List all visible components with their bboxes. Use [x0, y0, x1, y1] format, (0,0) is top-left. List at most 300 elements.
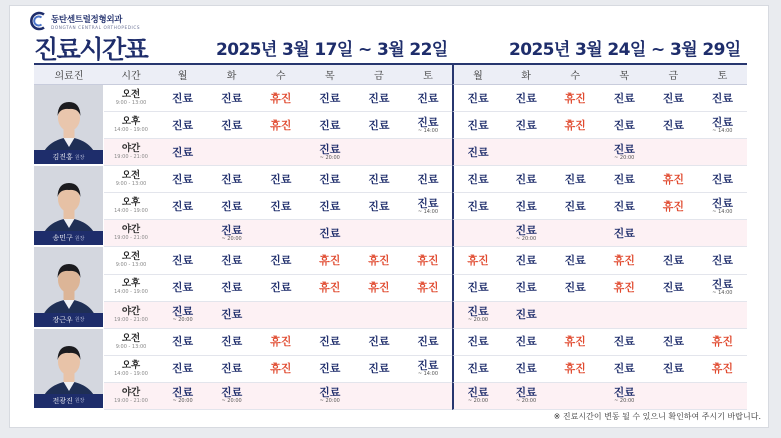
schedule-cell — [403, 193, 452, 220]
time-slot-label: 야간 — [121, 143, 141, 155]
doctor-name-label — [34, 231, 103, 245]
schedule-cell — [698, 193, 747, 220]
schedule-cell — [354, 302, 403, 329]
schedule-cell — [158, 356, 207, 383]
cell-hours-note: ~ 14:00 — [417, 127, 439, 134]
cell-status: 진료 — [662, 91, 684, 105]
cell-status: 휴진 — [711, 335, 734, 349]
time-slot-hours: 19:00 - 21:00 — [114, 316, 148, 323]
cell-status: 휴진 — [417, 254, 439, 267]
schedule-cell — [649, 166, 698, 193]
time-slot-hours: 14:00 - 19:00 — [114, 370, 148, 377]
schedule-cell — [600, 166, 649, 193]
cell-status: 진료 — [368, 172, 390, 186]
schedule-cell — [305, 112, 354, 139]
schedule-cell — [403, 112, 452, 139]
cell-status: 진료 — [270, 199, 292, 213]
cell-hours-note: ~ 14:00 — [712, 208, 733, 215]
page-title: 진료시간표 — [34, 35, 148, 64]
schedule-cell — [502, 302, 551, 329]
doctor-photo — [34, 166, 104, 247]
cell-hours-note: ~ 20:00 — [614, 398, 635, 405]
cell-hours-note: ~ 20:00 — [515, 398, 537, 405]
cell-status: 진료 — [220, 335, 243, 349]
cell-status: 진료 — [613, 91, 635, 105]
schedule-cell — [207, 112, 256, 139]
time-slot-label: 오전 — [121, 332, 141, 344]
cell-status: 진료 — [171, 386, 194, 400]
cell-status: 진료 — [417, 91, 439, 105]
schedule-cell — [600, 139, 649, 166]
cell-hours-note: ~ 14:00 — [417, 208, 439, 215]
cell-status: 진료 — [220, 118, 243, 132]
cell-status: 진료 — [662, 362, 684, 376]
cell-status: 진료 — [467, 305, 489, 319]
schedule-cell — [649, 275, 698, 302]
schedule-cell — [649, 356, 698, 383]
schedule-cell — [551, 302, 600, 329]
cell-status: 휴진 — [564, 91, 586, 105]
schedule-cell — [600, 302, 649, 329]
schedule-cell — [649, 193, 698, 220]
cell-status: 진료 — [319, 199, 341, 213]
schedule-cell — [207, 139, 256, 166]
time-slot — [104, 193, 158, 220]
time-slot — [104, 220, 158, 247]
cell-status: 진료 — [220, 172, 243, 186]
schedule-cell — [305, 193, 354, 220]
schedule-cell — [452, 329, 501, 356]
cell-status: 진료 — [564, 172, 586, 186]
cell-status: 진료 — [711, 254, 734, 267]
schedule-cell — [502, 220, 551, 247]
schedule-cell — [600, 85, 649, 112]
schedule-cell — [158, 247, 207, 274]
schedule-cell — [354, 247, 403, 274]
time-slot-label: 야간 — [121, 224, 141, 236]
schedule-cell — [452, 193, 501, 220]
schedule-cell — [158, 275, 207, 302]
schedule-cell — [354, 220, 403, 247]
schedule-cell — [158, 383, 207, 410]
schedule-cell — [551, 356, 600, 383]
cell-status: 진료 — [417, 196, 439, 210]
header-day: 수 — [256, 65, 305, 85]
schedule-cell — [502, 383, 551, 410]
schedule-cell — [698, 112, 747, 139]
cell-status: 진료 — [171, 172, 194, 186]
schedule-cell — [698, 220, 747, 247]
time-slot — [104, 85, 158, 112]
cell-status: 진료 — [515, 118, 537, 132]
cell-status: 진료 — [467, 118, 489, 132]
schedule-cell — [354, 329, 403, 356]
schedule-cell — [403, 275, 452, 302]
cell-status: 진료 — [515, 281, 537, 295]
schedule-cell — [698, 356, 747, 383]
schedule-cell — [600, 383, 649, 410]
cell-status: 진료 — [515, 335, 537, 349]
schedule-cell — [207, 383, 256, 410]
schedule-cell — [551, 166, 600, 193]
header-day: 목 — [305, 65, 354, 85]
schedule-cell — [403, 302, 452, 329]
cell-status: 진료 — [270, 254, 292, 267]
clinic-logo[interactable] — [27, 11, 187, 31]
header-day: 토 — [403, 65, 452, 85]
cell-hours-note: ~ 20:00 — [319, 398, 340, 405]
doctor-rank: 원장 — [74, 398, 85, 405]
schedule-cell — [158, 166, 207, 193]
schedule-cell — [551, 329, 600, 356]
schedule-cell — [502, 193, 551, 220]
doctor-name-label — [34, 313, 103, 327]
schedule-cell — [649, 220, 698, 247]
cell-hours-note: ~ 14:00 — [712, 127, 733, 134]
cell-status: 진료 — [662, 254, 684, 267]
schedule-cell — [305, 356, 354, 383]
schedule-cell — [305, 329, 354, 356]
time-slot-label: 오전 — [121, 88, 141, 100]
schedule-cell — [452, 112, 501, 139]
doctor-name: 송민구 — [52, 234, 73, 243]
cell-status: 진료 — [368, 91, 390, 105]
schedule-cell — [403, 356, 452, 383]
schedule-cell — [305, 85, 354, 112]
time-slot-hours: 9:00 - 13:00 — [115, 99, 147, 106]
cell-status: 진료 — [662, 281, 684, 295]
header-day: 금 — [649, 65, 698, 85]
cell-status: 진료 — [368, 118, 390, 132]
cell-status: 진료 — [319, 172, 341, 186]
time-slot — [104, 329, 158, 356]
schedule-cell — [452, 247, 501, 274]
schedule-cell — [305, 220, 354, 247]
schedule-cell — [207, 193, 256, 220]
schedule-cell — [600, 275, 649, 302]
cell-status: 진료 — [171, 118, 194, 132]
cell-status: 진료 — [171, 281, 194, 295]
schedule-cell — [256, 247, 305, 274]
time-slot — [104, 166, 158, 193]
cell-hours-note: ~ 20:00 — [515, 235, 537, 242]
time-slot-label: 야간 — [121, 305, 141, 317]
cell-status: 진료 — [220, 308, 243, 322]
schedule-cell — [452, 139, 501, 166]
doctor-rank: 원장 — [74, 317, 85, 324]
schedule-cell — [649, 302, 698, 329]
schedule-cell — [452, 275, 501, 302]
doctor-name: 김진홍 — [52, 153, 73, 162]
cell-status: 진료 — [467, 172, 489, 186]
doctor-photo — [34, 329, 104, 410]
header-day: 월 — [158, 65, 207, 85]
schedule-cell — [502, 85, 551, 112]
cell-status: 진료 — [171, 91, 194, 105]
schedule-cell — [158, 302, 207, 329]
time-slot-label: 오후 — [121, 278, 141, 290]
time-slot — [104, 356, 158, 383]
cell-hours-note: ~ 14:00 — [417, 371, 439, 378]
cell-status: 진료 — [613, 362, 635, 376]
time-slot-label: 오전 — [121, 170, 141, 182]
schedule-cell — [354, 275, 403, 302]
time-slot-hours: 14:00 - 19:00 — [114, 208, 148, 215]
schedule-cell — [403, 329, 452, 356]
time-slot-hours: 19:00 - 21:00 — [114, 397, 148, 404]
cell-status: 진료 — [171, 335, 194, 349]
time-slot — [104, 139, 158, 166]
cell-hours-note: ~ 14:00 — [712, 290, 733, 297]
schedule-cell — [354, 139, 403, 166]
cell-status: 휴진 — [613, 254, 635, 267]
schedule-cell — [305, 302, 354, 329]
schedule-cell — [305, 383, 354, 410]
cell-status: 진료 — [171, 362, 194, 376]
logo-name-en: DONGTAN CENTRAL ORTHOPEDICS — [51, 24, 141, 30]
cell-hours-note: ~ 20:00 — [467, 317, 489, 324]
schedule-cell — [502, 112, 551, 139]
week1-date-range: 2025년 3월 17일 ~ 3월 22일 — [216, 40, 448, 60]
schedule-cell — [698, 275, 747, 302]
schedule-cell — [403, 85, 452, 112]
schedule-cell — [502, 247, 551, 274]
cell-status: 진료 — [613, 226, 635, 240]
time-slot — [104, 302, 158, 329]
time-slot-hours: 19:00 - 21:00 — [114, 235, 148, 242]
cell-status: 진료 — [711, 196, 734, 210]
time-slot-label: 야간 — [121, 386, 141, 398]
schedule-cell — [551, 220, 600, 247]
cell-status: 진료 — [613, 335, 635, 349]
schedule-cell — [207, 329, 256, 356]
cell-status: 휴진 — [564, 362, 586, 376]
cell-hours-note: ~ 20:00 — [221, 398, 242, 405]
cell-status: 진료 — [220, 254, 243, 267]
time-slot — [104, 112, 158, 139]
cell-status: 진료 — [662, 335, 684, 349]
cell-status: 진료 — [515, 172, 537, 186]
schedule-cell — [649, 139, 698, 166]
time-slot — [104, 275, 158, 302]
footnote: ※ 진료시간이 변동 될 수 있으니 확인하여 주시기 바랍니다. — [553, 412, 761, 421]
cell-status: 휴진 — [270, 118, 292, 132]
doctor-photo — [34, 85, 104, 166]
schedule-cell — [403, 220, 452, 247]
time-slot-hours: 9:00 - 13:00 — [115, 262, 147, 269]
time-slot — [104, 247, 158, 274]
doctor-name: 장근우 — [52, 315, 73, 324]
schedule-cell — [551, 139, 600, 166]
cell-status: 진료 — [417, 172, 439, 186]
schedule-cell — [158, 112, 207, 139]
schedule-cell — [305, 166, 354, 193]
schedule-cell — [551, 383, 600, 410]
schedule-cell — [256, 220, 305, 247]
cell-status: 진료 — [368, 335, 390, 349]
schedule-cell — [158, 85, 207, 112]
schedule-cell — [600, 247, 649, 274]
cell-status: 휴진 — [467, 254, 489, 267]
schedule-cell — [698, 166, 747, 193]
schedule-cell — [502, 329, 551, 356]
cell-status: 진료 — [319, 118, 341, 132]
cell-status: 진료 — [467, 145, 489, 159]
cell-status: 휴진 — [368, 254, 390, 267]
schedule-cell — [452, 383, 501, 410]
time-slot-label: 오후 — [121, 197, 141, 209]
cell-status: 진료 — [270, 281, 292, 295]
cell-hours-note: ~ 20:00 — [172, 398, 193, 405]
cell-status: 휴진 — [662, 172, 684, 186]
cell-status: 진료 — [467, 91, 489, 105]
schedule-cell — [207, 166, 256, 193]
schedule-cell — [452, 220, 501, 247]
schedule-cell — [207, 220, 256, 247]
cell-status: 진료 — [171, 305, 194, 319]
header-day: 금 — [354, 65, 403, 85]
schedule-cell — [256, 139, 305, 166]
cell-status: 진료 — [319, 335, 341, 349]
schedule-cell — [256, 193, 305, 220]
cell-status: 진료 — [613, 386, 635, 400]
schedule-cell — [158, 193, 207, 220]
time-slot-hours: 19:00 - 21:00 — [114, 154, 148, 161]
header-day: 화 — [502, 65, 551, 85]
cell-hours-note: ~ 20:00 — [467, 398, 489, 405]
cell-status: 진료 — [564, 281, 586, 295]
schedule-cell — [354, 193, 403, 220]
schedule-cell — [698, 302, 747, 329]
schedule-cell — [452, 356, 501, 383]
cell-status: 진료 — [319, 91, 341, 105]
cell-status: 휴진 — [368, 281, 390, 295]
schedule-cell — [698, 247, 747, 274]
cell-status: 진료 — [220, 223, 243, 237]
cell-status: 진료 — [711, 115, 734, 129]
schedule-cell — [649, 383, 698, 410]
cell-status: 진료 — [711, 91, 734, 105]
cell-status: 휴진 — [564, 335, 586, 349]
schedule-cell — [600, 112, 649, 139]
schedule-cell — [354, 85, 403, 112]
schedule-cell — [551, 193, 600, 220]
time-slot-hours: 14:00 - 19:00 — [114, 289, 148, 296]
schedule-cell — [403, 139, 452, 166]
schedule-cell — [698, 139, 747, 166]
cell-status: 휴진 — [711, 362, 734, 376]
schedule-cell — [256, 275, 305, 302]
schedule-cell — [600, 220, 649, 247]
cell-status: 휴진 — [270, 91, 292, 105]
doctor-name-label — [34, 150, 103, 164]
cell-status: 진료 — [613, 172, 635, 186]
schedule-cell — [158, 220, 207, 247]
cell-status: 진료 — [613, 199, 635, 213]
cell-status: 진료 — [711, 172, 734, 186]
schedule-cell — [256, 166, 305, 193]
doctor-name-label — [34, 394, 103, 408]
cell-status: 진료 — [319, 362, 341, 376]
cell-status: 휴진 — [270, 362, 292, 376]
schedule-cell — [502, 166, 551, 193]
doctor-rank: 원장 — [74, 235, 85, 242]
cell-status: 진료 — [515, 308, 537, 322]
cell-status: 진료 — [467, 335, 489, 349]
cell-status: 휴진 — [270, 335, 292, 349]
schedule-cell — [403, 166, 452, 193]
logo-mark-icon — [27, 11, 49, 31]
logo-name-ko: 동탄센트럴정형외과 — [51, 14, 123, 25]
schedule-cell — [502, 356, 551, 383]
cell-status: 진료 — [564, 199, 586, 213]
cell-status: 진료 — [319, 142, 341, 156]
cell-status: 진료 — [515, 362, 537, 376]
schedule-cell — [452, 85, 501, 112]
cell-status: 진료 — [515, 91, 537, 105]
cell-status: 진료 — [467, 386, 489, 400]
header-day: 토 — [698, 65, 747, 85]
doctor-photo — [34, 247, 104, 328]
cell-status: 휴진 — [319, 254, 341, 267]
header-day: 수 — [551, 65, 600, 85]
cell-status: 진료 — [417, 359, 439, 373]
schedule-cell — [207, 302, 256, 329]
cell-status: 휴진 — [417, 281, 439, 295]
schedule-table — [34, 63, 747, 408]
schedule-cell — [354, 383, 403, 410]
schedule-cell — [600, 356, 649, 383]
cell-hours-note: ~ 20:00 — [319, 154, 340, 161]
doctor-name: 전광진 — [52, 396, 73, 405]
cell-status: 진료 — [220, 281, 243, 295]
header-time: 시간 — [104, 65, 158, 85]
cell-status: 진료 — [515, 223, 537, 237]
cell-status: 진료 — [613, 118, 635, 132]
cell-status: 진료 — [564, 254, 586, 267]
schedule-cell — [649, 85, 698, 112]
cell-status: 진료 — [467, 199, 489, 213]
schedule-cell — [403, 247, 452, 274]
schedule-cell — [256, 383, 305, 410]
schedule-cell — [256, 85, 305, 112]
cell-hours-note: ~ 20:00 — [221, 235, 242, 242]
schedule-cell — [207, 247, 256, 274]
schedule-cell — [354, 112, 403, 139]
schedule-cell — [649, 112, 698, 139]
cell-status: 진료 — [171, 145, 194, 159]
cell-status: 진료 — [368, 199, 390, 213]
time-slot-hours: 14:00 - 19:00 — [114, 126, 148, 133]
cell-hours-note: ~ 20:00 — [614, 154, 635, 161]
time-slot-hours: 9:00 - 13:00 — [115, 343, 147, 350]
cell-status: 휴진 — [319, 281, 341, 295]
schedule-cell — [698, 383, 747, 410]
schedule-cell — [551, 85, 600, 112]
schedule-cell — [354, 166, 403, 193]
schedule-cell — [649, 329, 698, 356]
schedule-cell — [649, 247, 698, 274]
schedule-cell — [256, 302, 305, 329]
week2-date-range: 2025년 3월 24일 ~ 3월 29일 — [509, 40, 741, 60]
schedule-cell — [305, 247, 354, 274]
cell-status: 진료 — [515, 386, 537, 400]
cell-status: 휴진 — [662, 199, 684, 213]
schedule-cell — [158, 139, 207, 166]
schedule-cell — [502, 275, 551, 302]
header-doctor: 의료진 — [34, 65, 104, 85]
cell-status: 휴진 — [613, 281, 635, 295]
